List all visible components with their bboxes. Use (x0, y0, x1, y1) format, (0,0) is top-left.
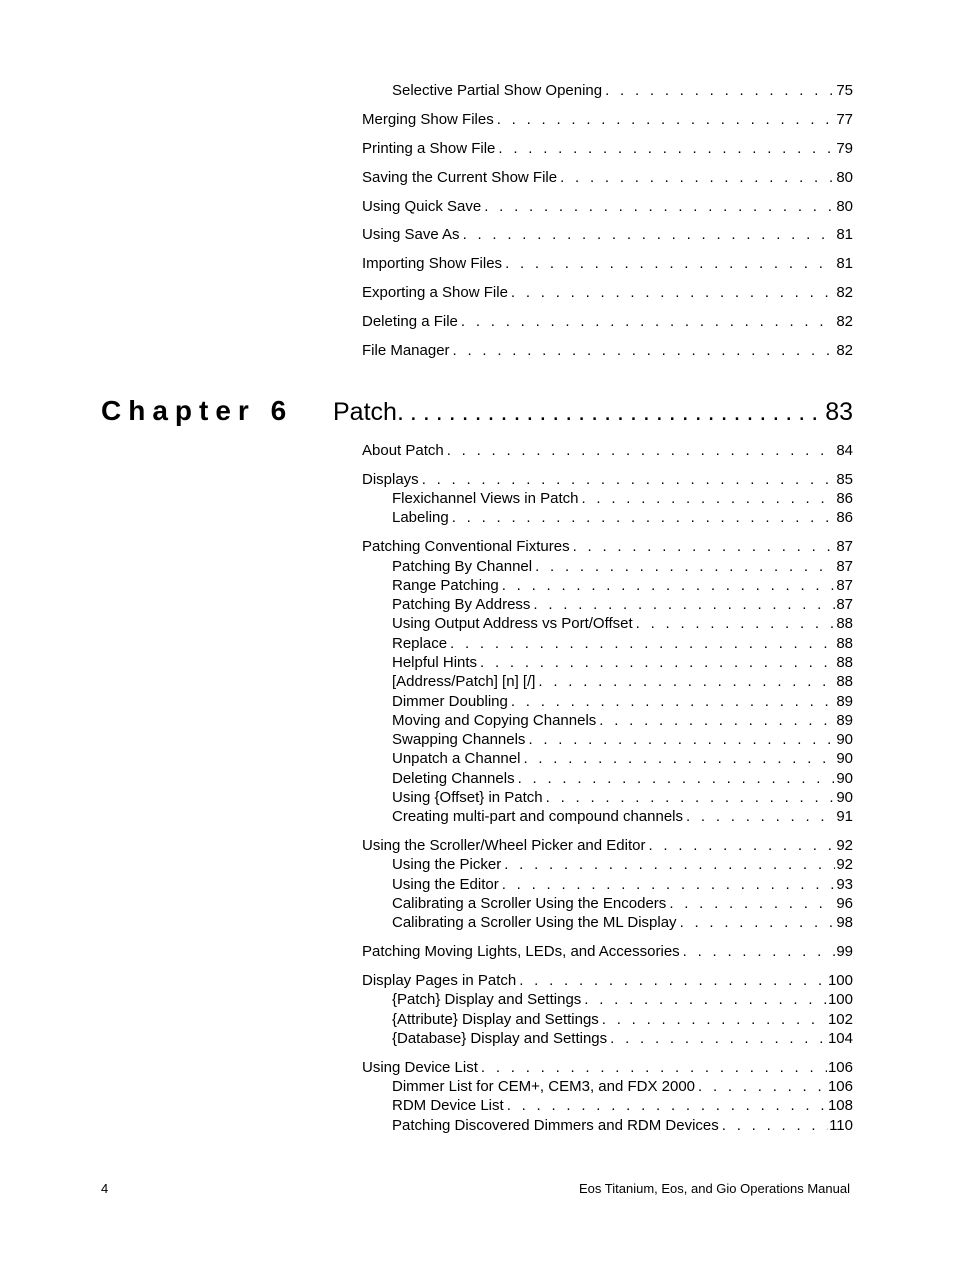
toc-entry-page-number: 100 (827, 972, 853, 989)
toc-entry-page-number: 90 (836, 731, 853, 748)
toc-entry-page-number: 106 (827, 1078, 853, 1095)
toc-entry-title: Exporting a Show File (362, 284, 508, 301)
toc-entry[interactable] (362, 836, 853, 856)
toc-entry-page-number: 79 (836, 140, 853, 157)
toc-entry[interactable] (392, 576, 853, 596)
dot-leader (518, 769, 836, 789)
toc-entry[interactable] (362, 197, 853, 217)
dot-leader (610, 1029, 827, 1049)
toc-entry-title: Selective Partial Show Opening (392, 82, 603, 99)
dot-leader (463, 225, 836, 245)
toc-entry[interactable] (392, 653, 853, 673)
toc-entry-title: Merging Show Files (362, 111, 494, 128)
toc-entry-page-number: 91 (836, 808, 853, 825)
dot-leader (502, 576, 836, 596)
toc-entry-page-number: 87 (836, 558, 853, 575)
dot-leader (573, 537, 836, 557)
chapter-page-number: 83 (825, 394, 853, 430)
dot-leader (538, 672, 835, 692)
toc-entry-title: Deleting a File (362, 313, 458, 330)
toc-entry-title: [Address/Patch] [n] [/] (392, 673, 536, 690)
toc-entry[interactable] (392, 595, 853, 615)
toc-entry[interactable] (362, 168, 853, 188)
toc-entry-page-number: 87 (836, 538, 853, 555)
chapter-title: Patch (333, 398, 397, 426)
toc-entry-title: Patching Moving Lights, LEDs, and Accessories (362, 943, 680, 960)
dot-leader (502, 875, 836, 895)
toc-entry[interactable] (362, 110, 853, 130)
dot-leader (669, 894, 835, 914)
toc-entry-page-number: 92 (836, 837, 853, 854)
toc-entry[interactable] (362, 283, 853, 303)
toc-entry-title: Moving and Copying Channels (392, 712, 597, 729)
dot-leader (560, 168, 835, 188)
toc-entry[interactable] (392, 508, 853, 528)
toc-entry-page-number: 80 (836, 169, 853, 186)
toc-entry-title: Dimmer List for CEM+, CEM3, and FDX 2000 (392, 1078, 696, 1095)
dot-leader (636, 614, 836, 634)
toc-entry-page-number: 106 (827, 1059, 853, 1076)
toc-entry-title: About Patch (362, 442, 444, 459)
toc-entry-title: Labeling (392, 509, 449, 526)
toc-entry[interactable] (392, 614, 853, 634)
toc-entry-page-number: 88 (836, 673, 853, 690)
toc-entry-page-number: 93 (836, 876, 853, 893)
toc-entry-title: Using {Offset} in Patch (392, 789, 543, 806)
toc-entry-page-number: 92 (836, 856, 853, 873)
footer-manual-title: Eos Titanium, Eos, and Gio Operations Manual (579, 1181, 850, 1196)
toc-entry-page-number: 85 (836, 471, 853, 488)
toc-entry-title: Swapping Channels (392, 731, 526, 748)
toc-entry-page-number: 81 (836, 226, 853, 243)
toc-entry[interactable] (362, 971, 853, 991)
toc-entry-title: Using the Picker (392, 856, 502, 873)
toc-entry[interactable] (392, 730, 853, 750)
toc-entry-page-number: 96 (836, 895, 853, 912)
toc-entry-page-number: 81 (836, 255, 853, 272)
dot-leader (422, 470, 836, 490)
toc-entry-title: Displays (362, 471, 419, 488)
toc-entry[interactable] (392, 1077, 853, 1097)
toc-entry-title: Patching Discovered Dimmers and RDM Devices (392, 1117, 719, 1134)
dot-leader (450, 634, 835, 654)
toc-entry[interactable] (392, 749, 853, 769)
dot-leader (461, 312, 835, 332)
toc-entry[interactable] (392, 672, 853, 692)
dot-leader (484, 197, 835, 217)
dot-leader (497, 110, 836, 130)
toc-entry-title: Calibrating a Scroller Using the ML Display (392, 914, 677, 931)
toc-entry-title: Creating multi-part and compound channels (392, 808, 683, 825)
toc-entry-page-number: 99 (836, 943, 853, 960)
toc-entry-title: File Manager (362, 342, 450, 359)
toc-entry[interactable] (392, 1029, 853, 1049)
dot-leader (535, 557, 835, 577)
toc-entry[interactable] (362, 139, 853, 159)
dot-leader (447, 441, 836, 461)
toc-entry-page-number: 90 (836, 750, 853, 767)
footer-page-number: 4 (101, 1181, 109, 1196)
dot-leader (680, 913, 836, 933)
toc-entry-page-number: 84 (836, 442, 853, 459)
dot-leader (453, 341, 836, 361)
toc-entry-page-number: 80 (836, 198, 853, 215)
toc-entry-page-number: 110 (829, 1117, 853, 1134)
toc-entry-title: Dimmer Doubling (392, 693, 508, 710)
toc-entry-page-number: 100 (827, 991, 853, 1008)
toc-entry-page-number: 89 (836, 712, 853, 729)
dot-leader (507, 1096, 827, 1116)
toc-entry-page-number: 89 (836, 693, 853, 710)
toc-entry-title: Patching By Channel (392, 558, 533, 575)
toc-entry-page-number: 88 (836, 654, 853, 671)
toc-entry[interactable] (392, 788, 853, 808)
toc-entry[interactable] (392, 894, 853, 914)
chapter-title-row[interactable] (333, 394, 853, 430)
toc-entry[interactable] (392, 913, 853, 933)
toc-entry[interactable] (362, 312, 853, 332)
toc-entry-title: Flexichannel Views in Patch (392, 490, 579, 507)
toc-entry-title: Saving the Current Show File (362, 169, 558, 186)
dot-leader (452, 508, 836, 528)
dot-leader (698, 1077, 827, 1097)
toc-entry[interactable] (362, 341, 853, 361)
toc-entry-title: Patching By Address (392, 596, 531, 613)
toc-entry-title: Using Device List (362, 1059, 478, 1076)
toc-entry-page-number: 82 (836, 313, 853, 330)
dot-leader (599, 711, 835, 731)
dot-leader (722, 1116, 828, 1136)
dot-leader (528, 730, 835, 750)
toc-entry-title: Using the Scroller/Wheel Picker and Editor (362, 837, 646, 854)
toc-entry-title: Unpatch a Channel (392, 750, 521, 767)
dot-leader (505, 254, 835, 274)
toc-entry-title: Using Output Address vs Port/Offset (392, 615, 633, 632)
toc-entry-page-number: 108 (827, 1097, 853, 1114)
toc-entry-title: Patching Conventional Fixtures (362, 538, 570, 555)
toc-entry-page-number: 104 (827, 1030, 853, 1047)
toc-entry[interactable] (362, 942, 853, 962)
toc-entry[interactable] (392, 489, 853, 509)
toc-entry[interactable] (392, 557, 853, 577)
toc-entry-title: Using the Editor (392, 876, 499, 893)
toc-entry[interactable] (362, 1058, 853, 1078)
toc-entry[interactable] (392, 990, 853, 1010)
dot-leader (397, 394, 825, 430)
dot-leader (480, 653, 835, 673)
toc-entry-page-number: 98 (836, 914, 853, 931)
toc-entry[interactable] (392, 769, 853, 789)
toc-entry[interactable] (362, 470, 853, 490)
toc-entry-title: {Database} Display and Settings (392, 1030, 608, 1047)
dot-leader (584, 990, 827, 1010)
toc-entry-title: Helpful Hints (392, 654, 478, 671)
toc-entry-title: Printing a Show File (362, 140, 496, 157)
toc-entry[interactable] (392, 81, 853, 101)
toc-entry-title: Importing Show Files (362, 255, 503, 272)
toc-entry[interactable] (362, 254, 853, 274)
toc-entry-page-number: 77 (836, 111, 853, 128)
toc-entry-title: {Attribute} Display and Settings (392, 1011, 599, 1028)
toc-entry[interactable] (362, 225, 853, 245)
toc-entry-page-number: 87 (836, 596, 853, 613)
dot-leader (546, 788, 836, 808)
toc-entry[interactable] (362, 537, 853, 557)
toc-entry-page-number: 82 (836, 342, 853, 359)
toc-entry-title: Using Quick Save (362, 198, 482, 215)
toc-entry-title: {Patch} Display and Settings (392, 991, 582, 1008)
toc-entry[interactable] (392, 855, 853, 875)
dot-leader (605, 81, 835, 101)
dot-leader (683, 942, 836, 962)
dot-leader (686, 807, 835, 827)
toc-entry-title: Using Save As (362, 226, 460, 243)
dot-leader (498, 139, 835, 159)
toc-entry[interactable] (392, 875, 853, 895)
toc-entry-title: Display Pages in Patch (362, 972, 517, 989)
toc-entry-page-number: 102 (827, 1011, 853, 1028)
toc-entry[interactable] (392, 1116, 853, 1136)
toc-entry-page-number: 88 (836, 615, 853, 632)
dot-leader (648, 836, 835, 856)
toc-entry-title: Deleting Channels (392, 770, 515, 787)
toc-entry[interactable] (362, 441, 853, 461)
toc-entry[interactable] (392, 1010, 853, 1030)
dot-leader (481, 1058, 827, 1078)
toc-entry[interactable] (392, 711, 853, 731)
dot-leader (602, 1010, 827, 1030)
toc-entry-page-number: 90 (836, 789, 853, 806)
dot-leader (511, 283, 835, 303)
toc-entry-page-number: 90 (836, 770, 853, 787)
toc-entry-page-number: 88 (836, 635, 853, 652)
toc-entry-page-number: 86 (836, 490, 853, 507)
toc-entry[interactable] (392, 1096, 853, 1116)
toc-entry-title: Calibrating a Scroller Using the Encoders (392, 895, 667, 912)
toc-entry[interactable] (392, 634, 853, 654)
toc-entry-page-number: 87 (836, 577, 853, 594)
dot-leader (511, 692, 835, 712)
dot-leader (504, 855, 835, 875)
dot-leader (533, 595, 835, 615)
toc-entry-title: Replace (392, 635, 448, 652)
chapter-label: Chapter 6 (101, 395, 294, 426)
toc-entry[interactable] (392, 692, 853, 712)
toc-entry-page-number: 86 (836, 509, 853, 526)
toc-entry-page-number: 75 (836, 82, 853, 99)
dot-leader (582, 489, 836, 509)
toc-entry[interactable] (392, 807, 853, 827)
toc-entry-title: Range Patching (392, 577, 499, 594)
dot-leader (523, 749, 835, 769)
toc-entry-page-number: 82 (836, 284, 853, 301)
toc-entry-title: RDM Device List (392, 1097, 504, 1114)
dot-leader (519, 971, 827, 991)
